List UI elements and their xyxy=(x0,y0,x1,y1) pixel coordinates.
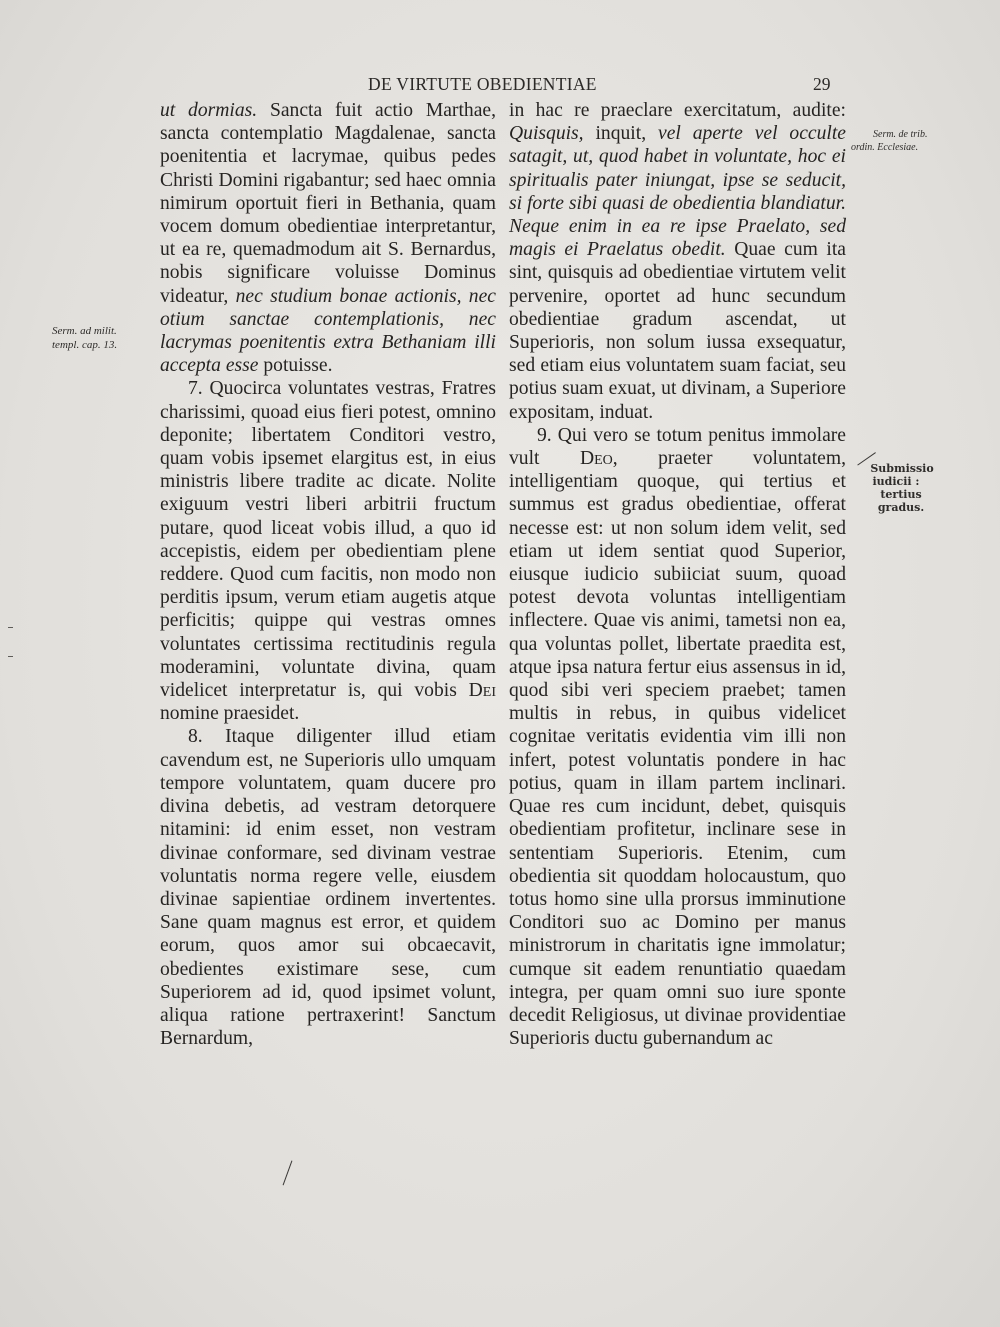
margin-note-right-heading-2: iudicii : xyxy=(872,475,920,488)
margin-note-right-line-1: Serm. de trib. xyxy=(873,129,928,140)
text-run: , praeter voluntatem, intelligentiam quoque, qui tertius et summus est gradus obedientiae, offerat necesse est: ut non solum idem velit, sed etiam ut idem sentiat quod Superior, eiusque iudicio subiiciat suum, quoad potest devota voluntas intelligentiam inflectere. Quae vis animi, tametsi non ea, qua voluntas pollet, libertate praedita est, atque ipsa natura fertur eius assensus in id, quod sibi veri speciem praebet; tamen multis in rebus, in quibus videlicet cognitae veritatis evidentia vim illi non infert, potest voluntatis pondere in hac potius, quam in illam partem inclinari. Quae res cum incidunt, debet, quisquis obedientiam profitetur, inclinare sese in sententiam Superioris. Etenim, cum obedientia sit quoddam holocaustum, quo totus homo sine ulla prorsus imminutione Conditori suo ac Domino per manus ministrorum in charitatis igne immolatur; cumque sit eadem renuntiatio quaedam integra, per quam omni suo iure sponte decedit Religiosus, ut divinae providentiae Superioris ductu gubernandum ac xyxy=(509,448,846,1050)
margin-note-right-line-2: ordin. Ecclesiae. xyxy=(851,142,919,153)
margin-note-left-line-2: templ. cap. 13. xyxy=(52,339,118,351)
margin-note-right-heading-3: tertius gradus. xyxy=(877,488,925,514)
margin-note-left-line-1: Serm. ad milit. xyxy=(52,325,117,337)
text-column-right xyxy=(509,99,846,1050)
paragraph xyxy=(160,99,496,377)
text-run: inquit, xyxy=(583,123,658,145)
page-header xyxy=(0,74,1000,98)
paragraph xyxy=(509,424,846,1050)
running-title: DE VIRTUTE OBEDIENTIAE xyxy=(368,74,597,94)
italic-run: nec studium bonae actionis, nec otium sanctae contemplationis, nec lacrymas poenitentis extra Bethaniam illi accepta esse xyxy=(160,285,496,377)
text-run: Sancta fuit actio Marthae, sancta contemplatio Magdalenae, sancta poenitentia et lacrymae, quibus pedes Christi Domini rigabantur; sed haec omnia nimirum oportuit fieri in Bethania, quam vocem domum obedientiae interpretantur, ut ea re, quemadmodum ait S. Bernardus, nobis significare voluisse Dominus videatur, xyxy=(160,100,496,307)
pencil-mark xyxy=(283,1161,293,1186)
text-run: 7. Quocirca voluntates vestras, Fratres charissimi, quoad eius fieri potest, omnino deponite; libertatem Conditori vestro, quam vobis ipsemet elargitus est, in eius ministris libere tradite ac dicate. Nolite exiguum vestri liberi arbitrii fructum putare, quod liceat vobis illud, a quo id accepistis, eidem per obedientiam plene reddere. Quod cum facitis, non modo non perditis ipsum, verum etiam augetis atque perficitis; quippe qui vestras omnes voluntates certissima rectitudinis regula moderamini, voluntate divina, quam videlicet interpretatur is, qui vobis xyxy=(160,378,496,702)
text-run: nomine praesidet. xyxy=(160,703,300,725)
text-run: in hac re praeclare exercitatum, audite: xyxy=(509,100,846,121)
margin-note-right-heading-1: Submissio xyxy=(870,462,934,475)
page-number: 29 xyxy=(813,74,831,94)
italic-run: ut dormias. xyxy=(160,100,258,121)
edge-mark xyxy=(8,656,13,657)
italic-run: vel aperte vel occulte satagit, ut, quod habet in voluntate, hoc ei spiritualis pater iniungat, ipse se seducit, si forte sibi quasi de obedientia blandiatur. Neque enim in ea re ipse Praelato, sed magis ei Praelatus obedit. xyxy=(509,123,846,261)
text-run: Quae cum ita sint, quisquis ad obedientiae virtutem velit pervenire, oportet ad hunc secundum obedientiae gradum ascendat, ut Superioris, non solum iussa exsequatur, sed etiam eius voluntatem suam faciat, seu potius suam exuat, ut divinam, a Superiore expositam, induat. xyxy=(509,239,847,423)
paragraph xyxy=(160,377,496,725)
text-column-left xyxy=(160,99,496,1050)
paragraph xyxy=(509,99,846,424)
small-caps-run: Deo xyxy=(579,448,613,470)
edge-mark xyxy=(8,627,13,628)
text-run: potuisse. xyxy=(258,355,333,377)
paragraph xyxy=(160,725,496,1050)
text-run: 8. Itaque diligenter illud etiam cavendum est, ne Superioris ullo umquam tempore voluntatem, quam ducere pro divina debetis, ad vestram detorquere nitamini: id enim esset, non vestram divinae conformare, sed divinam vestrae voluntatis norma regere velle, eiusdem divinae sapientiae ordinem invertentes. Sane quam magnus est error, et quidem eorum, quos amor sui obcaecavit, obedientes existimare sese, cum Superiorem ad id, quod ipsimet volunt, aliqua ratione pertraxerint! Sanctum Bernardum, xyxy=(160,726,496,1050)
small-caps-run: Dei xyxy=(468,680,496,702)
text-run: 9. Qui vero se totum penitus immolare vult xyxy=(509,424,846,470)
italic-run: Quisquis, xyxy=(509,123,584,145)
